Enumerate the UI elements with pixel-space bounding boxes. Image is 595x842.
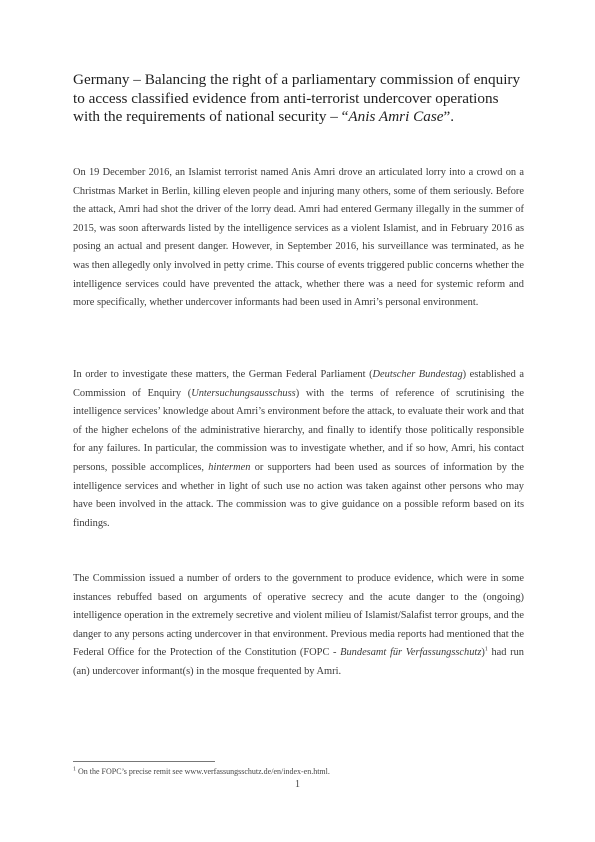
- paragraph-3-text-b: ): [481, 647, 485, 659]
- paragraph-3: [73, 570, 524, 682]
- title-case-name: Anis Amri Case: [348, 108, 444, 125]
- term-hintermen: hintermen: [208, 461, 251, 473]
- paragraph-2-text-c: ) with the terms of reference of scrutinising the intelligence services’ knowledge about Amri’s environment before the attack, to evaluate their work and that of the higher echelons of the administrative hierarchy, and finally to identify those politically responsible for any failures. In particular, the commission was to investigate whether, and if so how, Amri, his contact persons, possible accomplices,: [73, 387, 524, 473]
- paragraph-3-text-c: had run (an) undercover informant(s) in the mosque frequented by Amri.: [73, 647, 524, 677]
- footnote-reference[interactable]: 1: [484, 646, 488, 653]
- paragraph-2-text-a: In order to investigate these matters, the German Federal Parliament (: [73, 369, 373, 380]
- term-untersuchungsausschuss: Untersuchungsausschuss: [191, 387, 296, 399]
- term-deutscher-bundestag: Deutscher Bundestag: [372, 369, 463, 380]
- paragraph-2-text-d: or supporters had been used as sources of information by the intelligence services and whether in light of such use no action was taken against other persons who may have been involved in the attack. The commission was to give guidance on a possible reform based on its findings.: [73, 461, 524, 529]
- term-bundesamt: Bundesamt für Verfassungsschutz: [340, 647, 482, 659]
- document-title: [73, 71, 523, 127]
- footnote-mark: 1: [73, 766, 76, 773]
- footnote-text: On the FOPC’s precise remit see www.verfassungsschutz.de/en/index-en.html.: [76, 767, 330, 776]
- footnote-divider: [73, 761, 215, 762]
- title-text: Germany – Balancing the right of a parliamentary commission of enquiry to access classified evidence from anti-terrorist undercover operations with the requirements of national security – “: [73, 71, 521, 125]
- title-end: ”.: [443, 108, 455, 125]
- paragraph-1: On 19 December 2016, an Islamist terrorist named Anis Amri drove an articulated lorry into a crowd on a Christmas Market in Berlin, killing eleven people and injuring many others, some of them seriously. Before the attack, Amri had shot the driver of the lorry dead. Amri had entered Germany illegally in the summer of 2015, was soon afterwards listed by the intelligence services as a violent Islamist, and in February 2016 as posing an actual and present danger. However, in September 2016, his surveillance was terminated, as he was then allegedly only involved in petty crime. This course of events triggered public concerns whether the intelligence services could have prevented the attack, whether there was a need for systemic reform and more specifically, whether undercover informants had been used in Amri’s personal environment.: [73, 167, 524, 309]
- paragraph-2: [73, 366, 524, 533]
- page-number: 1: [295, 779, 300, 790]
- footnote-1: [73, 766, 524, 777]
- paragraph-3-text-a: The Commission issued a number of orders to the government to produce evidence, which were in some instances rebuffed based on arguments of operative secrecy and the acute danger to the (ongoing) intelligence operation in the extremely secretive and violent milieu of Islamist/Salafist terror groups, and the danger to any persons acting undercover in that environment. Previous media reports had mentioned that the Federal Office for the Protection of the Constitution (FOPC -: [73, 573, 524, 659]
- paragraph-2-text-b: ) established a Commission of Enquiry (: [73, 369, 525, 399]
